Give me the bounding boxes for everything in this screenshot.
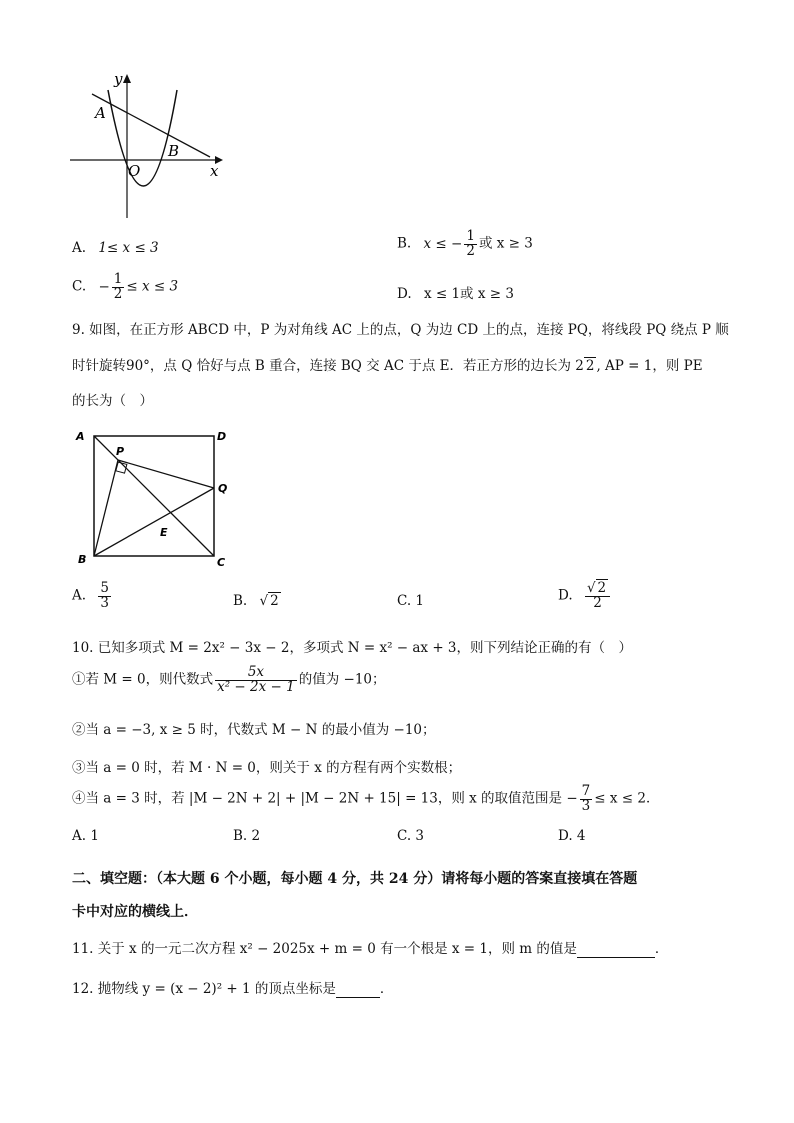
q9-line-2: 时针旋转90°，点 Q 恰好与点 B 重合，连接 BQ 交 AC 于点 E．若正方形的边长为 2 2 , AP = 1，则 PE (72, 358, 703, 374)
q9-line-3: 的长为（ ） (72, 393, 153, 409)
fraction: $\frac{5x}{\text{x² − 2x − 1}}$ (217, 664, 295, 695)
q10-option-d: D. 4 (558, 828, 586, 844)
section-2-heading-line-1: 二、填空题：（本大题 6 个小题，每小题 4 分，共 24 分）请将每小题的答案直接填在答题 (72, 871, 638, 887)
label-a: A (76, 430, 85, 443)
q12: 12. 抛物线 y = (x − 2)² + 1 的顶点坐标是 ． (72, 981, 394, 997)
q10-option-b: B. 2 (233, 828, 261, 844)
label-o: O (128, 162, 141, 180)
option-label: A. (72, 587, 87, 604)
q8-option-c (72, 273, 178, 301)
label-y: y (114, 70, 123, 88)
label-p: P (116, 445, 125, 458)
q9-option-d (558, 582, 612, 610)
sqrt: 2 (585, 358, 595, 374)
y-axis-arrow (123, 74, 131, 83)
option-label: C. (72, 278, 87, 295)
fraction: $\frac{√ 2}{2}$ (585, 582, 610, 610)
q9-option-c: C. 1 (397, 593, 425, 609)
fraction: $\frac{7}{3}$ (581, 783, 591, 814)
q9-option-a (72, 582, 113, 610)
label-b: B (78, 553, 87, 566)
q10-statement-1: ①若 M = 0，则代数式 $\frac{5x}{\text{x² − 2x − 1}}$ 的值为 −10； (72, 664, 386, 695)
segment-pb (94, 460, 118, 556)
label-a: A (95, 104, 106, 122)
q8-option-a (72, 240, 159, 256)
line-ab (92, 94, 210, 157)
label-q: Q (218, 482, 228, 495)
q10-option-a: A. 1 (72, 828, 99, 844)
option-label: B. (397, 235, 412, 252)
answer-blank[interactable] (336, 981, 380, 998)
q10-line-1: 10. 已知多项式 M = 2x² − 3x − 2，多项式 N = x² − ax + 3，则下列结论正确的有（ ） (72, 640, 633, 656)
option-label: D. (558, 587, 573, 604)
label-x: x (210, 162, 219, 180)
option-text: x ≤ − (423, 235, 463, 252)
q10-statement-3: ③当 a = 0 时，若 M · N = 0，则关于 x 的方程有两个实数根； (72, 760, 462, 776)
option-label: D. (397, 286, 412, 302)
q9-option-b: B. √ 2 (233, 593, 279, 609)
q10-statement-2: ②当 a = −3, x ≥ 5 时，代数式 M − N 的最小值为 −10； (72, 722, 436, 738)
fraction: $\frac{5}{3}$ (100, 580, 109, 611)
fraction: $\frac{1}{2}$ (113, 271, 123, 302)
q8-option-d (397, 282, 514, 302)
q10-statement-4: ④当 a = 3 时，若 |M − 2N + 2| + |M − 2N + 15| = 13，则 x 的取值范围是 − $\frac{7}{3}$ ≤ x ≤ 2． (72, 783, 660, 814)
option-text: x ≤ 1或 x ≥ 3 (423, 286, 514, 302)
square-figure (70, 426, 240, 576)
q8-option-b (397, 230, 533, 258)
option-label: A. (72, 240, 87, 256)
option-label: B. (233, 593, 248, 609)
option-text: − (98, 278, 110, 295)
q11: 11. 关于 x 的一元二次方程 x² − 2025x + m = 0 有一个根是 x = 1，则 m 的值是 ． (72, 941, 669, 957)
fraction: $\frac{1}{2}$ (466, 228, 475, 259)
q10-option-c: C. 3 (397, 828, 425, 844)
label-d: D (217, 430, 227, 443)
section-2-heading-line-2: 卡中对应的横线上． (72, 904, 198, 920)
segment-bq (94, 488, 214, 556)
label-c: C (217, 556, 226, 569)
q9-line-1: 9. 如图，在正方形 ABCD 中，P 为对角线 AC 上的点，Q 为边 CD 上的点，连接 PQ，将线段 PQ 绕点 P 顺 (72, 322, 729, 338)
answer-blank[interactable] (577, 941, 655, 958)
parabola-curve (108, 90, 180, 186)
sqrt: 2 (270, 593, 279, 609)
diagonal-ac (94, 436, 214, 556)
parabola-figure (60, 70, 240, 220)
label-b: B (168, 142, 180, 160)
option-text: 1≤ x ≤ 3 (98, 240, 159, 256)
option-text: ≤ x ≤ 3 (126, 278, 179, 295)
option-text: 或 x ≥ 3 (478, 235, 533, 252)
label-e: E (160, 526, 168, 539)
